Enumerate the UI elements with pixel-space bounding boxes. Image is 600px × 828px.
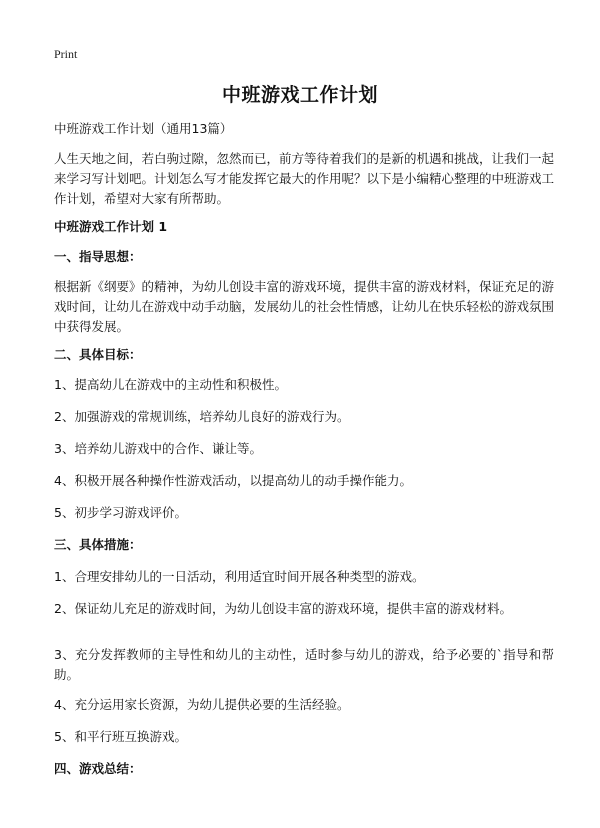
measure-item: 1、合理安排幼儿的一日活动，利用适宜时间开展各种类型的游戏。	[54, 569, 425, 584]
measure-item: 4、充分运用家长资源，为幼儿提供必要的生活经验。	[54, 697, 350, 712]
guiding-principle-paragraph: 根据新《纲要》的精神，为幼儿创设丰富的游戏环境，提供丰富的游戏材料，保证充足的游戏时间，让幼儿在游戏中动手动脑，发展幼儿的社会性情感，让幼儿在快乐轻松的游戏氛围中获得发展。	[54, 279, 555, 334]
measure-item: 5、和平行班互换游戏。	[54, 729, 187, 744]
goal-item: 4、积极开展各种操作性游戏活动，以提高幼儿的动手操作能力。	[54, 473, 412, 488]
page-title: 中班游戏工作计划	[221, 84, 378, 106]
goal-item: 2、加强游戏的常规训练，培养幼儿良好的游戏行为。	[54, 409, 350, 424]
intro-paragraph: 人生天地之间，若白驹过隙，忽然而已，前方等待着我们的是新的机遇和挑战，让我们一起来学习写计划吧。计划怎么写才能发挥它最大的作用呢？以下是小编精心整理的中班游戏工作计划，希望对大家有所帮助。	[54, 151, 555, 206]
print-link[interactable]: Print	[54, 47, 78, 61]
heading-summary: 四、游戏总结：	[54, 761, 142, 776]
section-title: 中班游戏工作计划 1	[54, 219, 168, 234]
heading-goals: 二、具体目标：	[54, 347, 142, 362]
heading-measures: 三、具体措施：	[54, 537, 142, 552]
measure-item: 3、充分发挥教师的主导性和幼儿的主动性，适时参与幼儿的游戏，给予必要的`指导和帮助。	[54, 647, 554, 682]
goal-item: 1、提高幼儿在游戏中的主动性和积极性。	[54, 377, 287, 392]
measure-item: 2、保证幼儿充足的游戏时间，为幼儿创设丰富的游戏环境，提供丰富的游戏材料。	[54, 601, 512, 616]
goal-item: 3、培养幼儿游戏中的合作、谦让等。	[54, 441, 262, 456]
goal-item: 5、初步学习游戏评价。	[54, 505, 187, 520]
heading-guiding-principle: 一、指导思想：	[54, 249, 142, 264]
subtitle: 中班游戏工作计划（通用13篇）	[54, 121, 233, 136]
